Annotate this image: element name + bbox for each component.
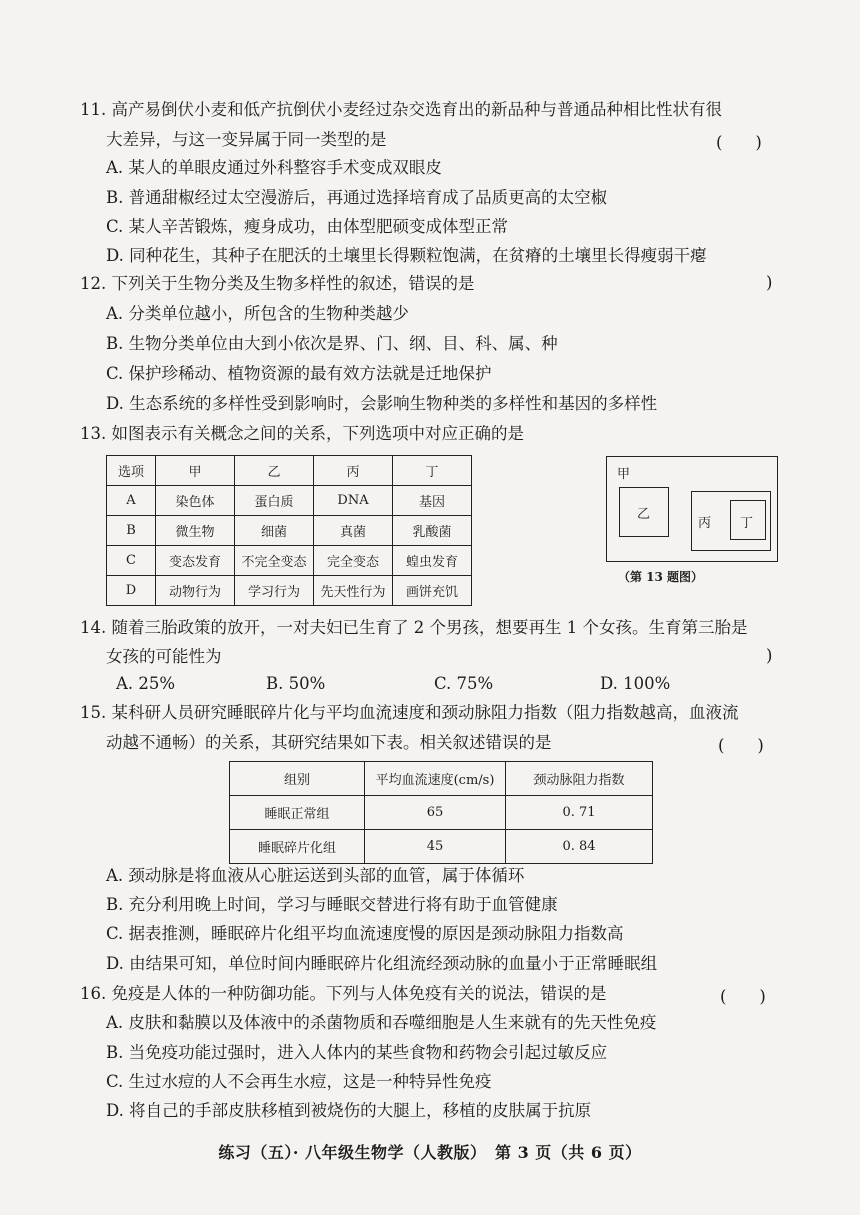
table-cell: 细菌 [235,516,314,546]
diagram-label-ding: 丁 [740,516,754,531]
q16-option-c: C. 生过水痘的人不会再生水痘，这是一种特异性免疫 [106,1072,492,1091]
table-cell: DNA [314,486,393,516]
table-cell: 基因 [393,486,472,516]
q15-stem-line2: 动越不通畅）的关系，其研究结果如下表。相关叙述错误的是 [106,733,552,752]
q15-table [229,761,653,864]
table-cell: 动物行为 [156,576,235,606]
table-cell: 睡眠碎片化组 [230,830,365,864]
table-cell: 选项 [107,456,156,486]
table-cell: 蝗虫发育 [393,546,472,576]
table-row [107,546,472,576]
table-cell: B [107,516,156,546]
q13-figure-caption: （第 13 题图） [618,570,704,584]
q11-answer-paren: ( ) [716,133,762,152]
q14-answer-paren: ) [766,646,773,665]
q16-option-b: B. 当免疫功能过强时，进入人体内的某些食物和药物会引起过敏反应 [106,1043,608,1062]
table-cell: 乙 [235,456,314,486]
q14-option-b: B. 50% [266,674,326,693]
table-cell: 丙 [314,456,393,486]
table-row [107,486,472,516]
diagram-label-yi: 乙 [637,507,651,522]
diagram-box-ding [730,500,766,540]
table-cell: 丁 [393,456,472,486]
table-header-row [230,762,653,796]
table-cell: 0. 84 [506,830,653,864]
q16-answer-paren: ( ) [720,987,766,1006]
table-cell: 乳酸菌 [393,516,472,546]
table-cell: 真菌 [314,516,393,546]
table-cell: 微生物 [156,516,235,546]
table-header-row [107,456,472,486]
q12-answer-paren: ) [766,273,773,292]
table-cell: 睡眠正常组 [230,796,365,830]
table-row [230,796,653,830]
table-cell: 学习行为 [235,576,314,606]
q14-option-a: A. 25% [116,674,176,693]
table-cell: 65 [365,796,506,830]
q12-stem: 12. 下列关于生物分类及生物多样性的叙述，错误的是 [80,274,475,293]
page-footer: 练习（五）· 八年级生物学（人教版） 第 3 页（共 6 页） [218,1143,642,1162]
q11-option-c: C. 某人辛苦锻炼，瘦身成功，由体型肥硕变成体型正常 [106,217,509,236]
table-cell: 蛋白质 [235,486,314,516]
q16-stem: 16. 免疫是人体的一种防御功能。下列与人体免疫有关的说法，错误的是 [80,984,607,1003]
table-cell: 变态发育 [156,546,235,576]
table-cell: D [107,576,156,606]
table-row [107,516,472,546]
table-cell: 甲 [156,456,235,486]
table-cell: 染色体 [156,486,235,516]
diagram-box-bing [691,491,771,551]
q15-option-c: C. 据表推测，睡眠碎片化组平均血流速度慢的原因是颈动脉阻力指数高 [106,924,624,943]
q15-stem-line1: 15. 某科研人员研究睡眠碎片化与平均血流速度和颈动脉阻力指数（阻力指数越高，血液流 [80,703,739,722]
q16-option-d: D. 将自己的手部皮肤移植到被烧伤的大腿上，移植的皮肤属于抗原 [106,1101,592,1120]
q12-option-c: C. 保护珍稀动、植物资源的最有效方法就是迁地保护 [106,364,492,383]
table-cell: 画饼充饥 [393,576,472,606]
q15-option-d: D. 由结果可知，单位时间内睡眠碎片化组流经颈动脉的血量小于正常睡眠组 [106,954,658,973]
table-cell: C [107,546,156,576]
table-cell: 组别 [230,762,365,796]
q11-option-b: B. 普通甜椒经过太空漫游后，再通过选择培育成了品质更高的太空椒 [106,188,608,207]
q15-answer-paren: ( ) [718,736,764,755]
table-cell: 颈动脉阻力指数 [506,762,653,796]
table-cell: 不完全变态 [235,546,314,576]
diagram-label-jia: 甲 [617,467,631,482]
q11-option-d: D. 同种花生，其种子在肥沃的土壤里长得颗粒饱满，在贫瘠的土壤里长得瘦弱干瘪 [106,246,707,265]
table-cell: A [107,486,156,516]
q13-concept-diagram [606,456,778,562]
table-row [107,576,472,606]
table-row [230,830,653,864]
q16-option-a: A. 皮肤和黏膜以及体液中的杀菌物质和吞噬细胞是人生来就有的先天性免疫 [106,1013,657,1032]
q13-stem: 13. 如图表示有关概念之间的关系，下列选项中对应正确的是 [80,424,524,443]
table-cell: 平均血流速度(cm/s) [365,762,506,796]
q14-option-d: D. 100% [600,674,671,693]
table-cell: 45 [365,830,506,864]
q14-stem-line1: 14. 随着三胎政策的放开，一对夫妇已生育了 2 个男孩，想要再生 1 个女孩。生育第三胎是 [80,618,748,637]
q14-stem-line2: 女孩的可能性为 [106,647,222,666]
q13-table [106,455,472,606]
q15-option-b: B. 充分利用晚上时间，学习与睡眠交替进行将有助于血管健康 [106,895,558,914]
q11-stem-line1: 11. 高产易倒伏小麦和低产抗倒伏小麦经过杂交选育出的新品种与普通品种相比性状有很 [80,100,722,119]
table-cell: 先天性行为 [314,576,393,606]
diagram-label-bing: 丙 [698,516,712,531]
q12-option-d: D. 生态系统的多样性受到影响时，会影响生物种类的多样性和基因的多样性 [106,394,658,413]
table-cell: 0. 71 [506,796,653,830]
diagram-box-yi [619,487,669,537]
q12-option-a: A. 分类单位越小，所包含的生物种类越少 [106,304,409,323]
q15-option-a: A. 颈动脉是将血液从心脏运送到头部的血管，属于体循环 [106,866,525,885]
q11-stem-line2: 大差异，与这一变异属于同一类型的是 [106,130,387,149]
q11-option-a: A. 某人的单眼皮通过外科整容手术变成双眼皮 [106,158,442,177]
q12-option-b: B. 生物分类单位由大到小依次是界、门、纲、目、科、属、种 [106,334,558,353]
table-cell: 完全变态 [314,546,393,576]
q14-option-c: C. 75% [434,674,494,693]
